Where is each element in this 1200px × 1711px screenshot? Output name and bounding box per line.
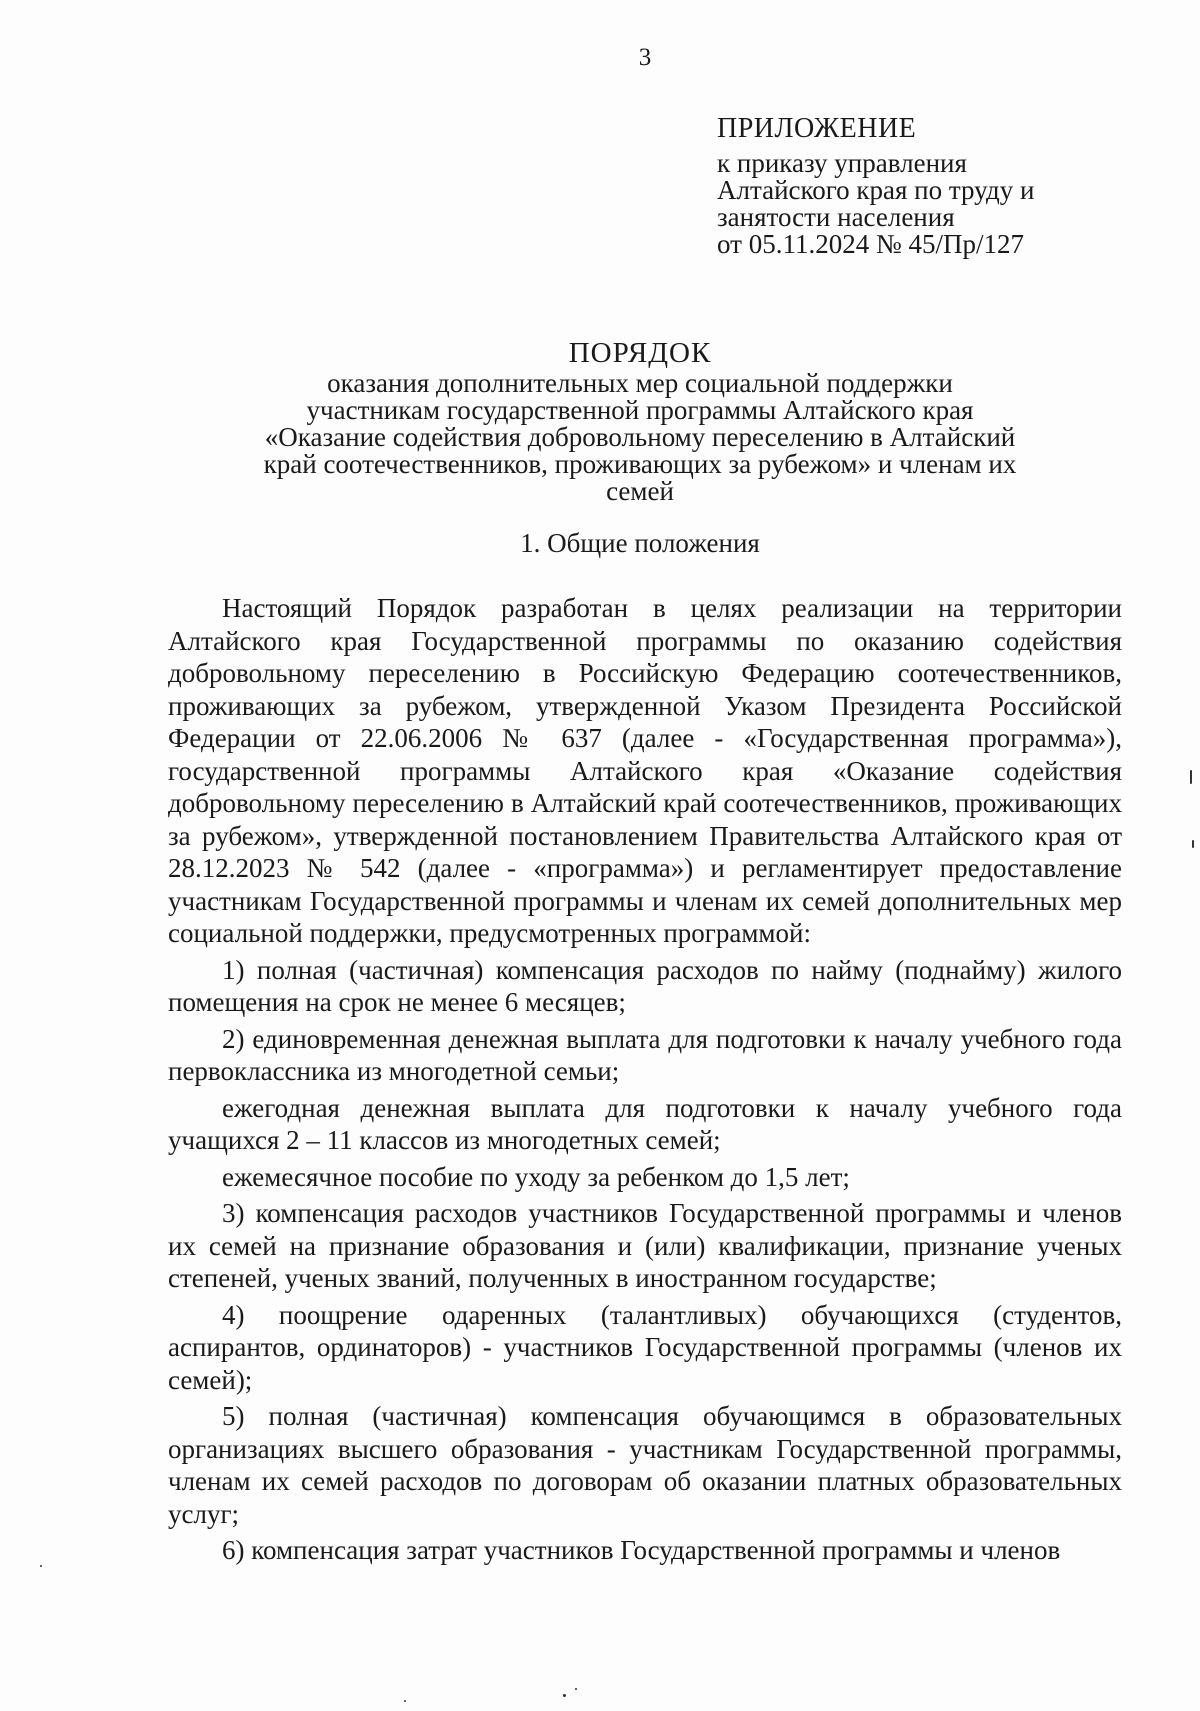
page-number: 3: [638, 44, 652, 71]
scan-speck: [40, 1565, 42, 1567]
appendix-block: [717, 115, 1137, 258]
list-item: 6) компенсация затрат участников Государственной программы и членов: [222, 1535, 1061, 1565]
list-item: 1) полная (частичная) компенсация расходов по найму (поднайму) жилого помещения на срок не менее 6 месяцев;: [168, 954, 1122, 1017]
document-title-block: [230, 337, 1050, 506]
document-subtitle-line: край соотечественников, проживающих за рубежом» и членам их: [263, 449, 1017, 479]
document-subtitle-line: участникам государственной программы Алтайского края: [306, 395, 974, 425]
list-item: 2) единовременная денежная выплата для подготовки к началу учебного года первоклассника из многодетной семьи;: [168, 1023, 1122, 1086]
document-title: ПОРЯДОК: [568, 337, 712, 369]
list-item: ежегодная денежная выплата для подготовки к началу учебного года учащихся 2 – 11 классов из многодетных семей;: [168, 1092, 1122, 1155]
appendix-line: к приказу управления: [717, 148, 967, 178]
appendix-line: занятости населения: [717, 202, 955, 232]
section-heading: 1. Общие положения: [520, 528, 760, 558]
scan-speck: [404, 1700, 406, 1702]
scan-speck: [1190, 770, 1192, 784]
scan-speck: [575, 1688, 577, 1690]
appendix-line: от 05.11.2024 № 45/Пр/127: [717, 229, 1024, 259]
document-subtitle-line: оказания дополнительных мер социальной поддержки: [327, 368, 953, 398]
list-item: ежемесячное пособие по уходу за ребенком до 1,5 лет;: [222, 1161, 850, 1192]
document-subtitle-line: семей: [606, 476, 674, 506]
scan-speck: [563, 1694, 566, 1697]
intro-paragraph: Настоящий Порядок разработан в целях реализации на территории Алтайского края Государственной программы по оказанию содействия добровольному переселению в Российскую Федерацию соотечественников, проживающих за рубежом, утвержденной Указом Президента Российской Федерации от 22.06.2006 № 637 (далее - «Государственная программа»), государственной программы Алтайского края «Оказание содействия добровольному переселению в Алтайский край соотечественников, проживающих за рубежом», утвержденной постановлением Правительства Алтайского края от 28.12.2023 № 542 (далее - «программа») и регламентирует предоставление участникам Государственной программы и членам их семей дополнительных мер социальной поддержки, предусмотренных программой:: [168, 593, 1122, 948]
appendix-line: Алтайского края по труду и: [717, 175, 1035, 205]
appendix-title: ПРИЛОЖЕНИЕ: [717, 113, 917, 144]
list-item: 3) компенсация расходов участников Государственной программы и членов их семей на признание образования и (или) квалификации, признание ученых степеней, ученых званий, полученных в иностранном государстве;: [168, 1198, 1122, 1293]
document-subtitle-line: «Оказание содействия добровольному переселению в Алтайский: [264, 422, 1016, 452]
body-text: [168, 592, 1122, 1567]
scan-speck: [1192, 840, 1194, 848]
list-item: 5) полная (частичная) компенсация обучающимся в образовательных организациях высшего образования - участникам Государственной программы, членам их семей расходов по договорам об оказании платных образовательных услуг;: [168, 1401, 1122, 1529]
list-item: 4) поощрение одаренных (талантливых) обучающихся (студентов, аспирантов, ординаторов) - участников Государственной программы (членов их семей);: [168, 1299, 1122, 1395]
